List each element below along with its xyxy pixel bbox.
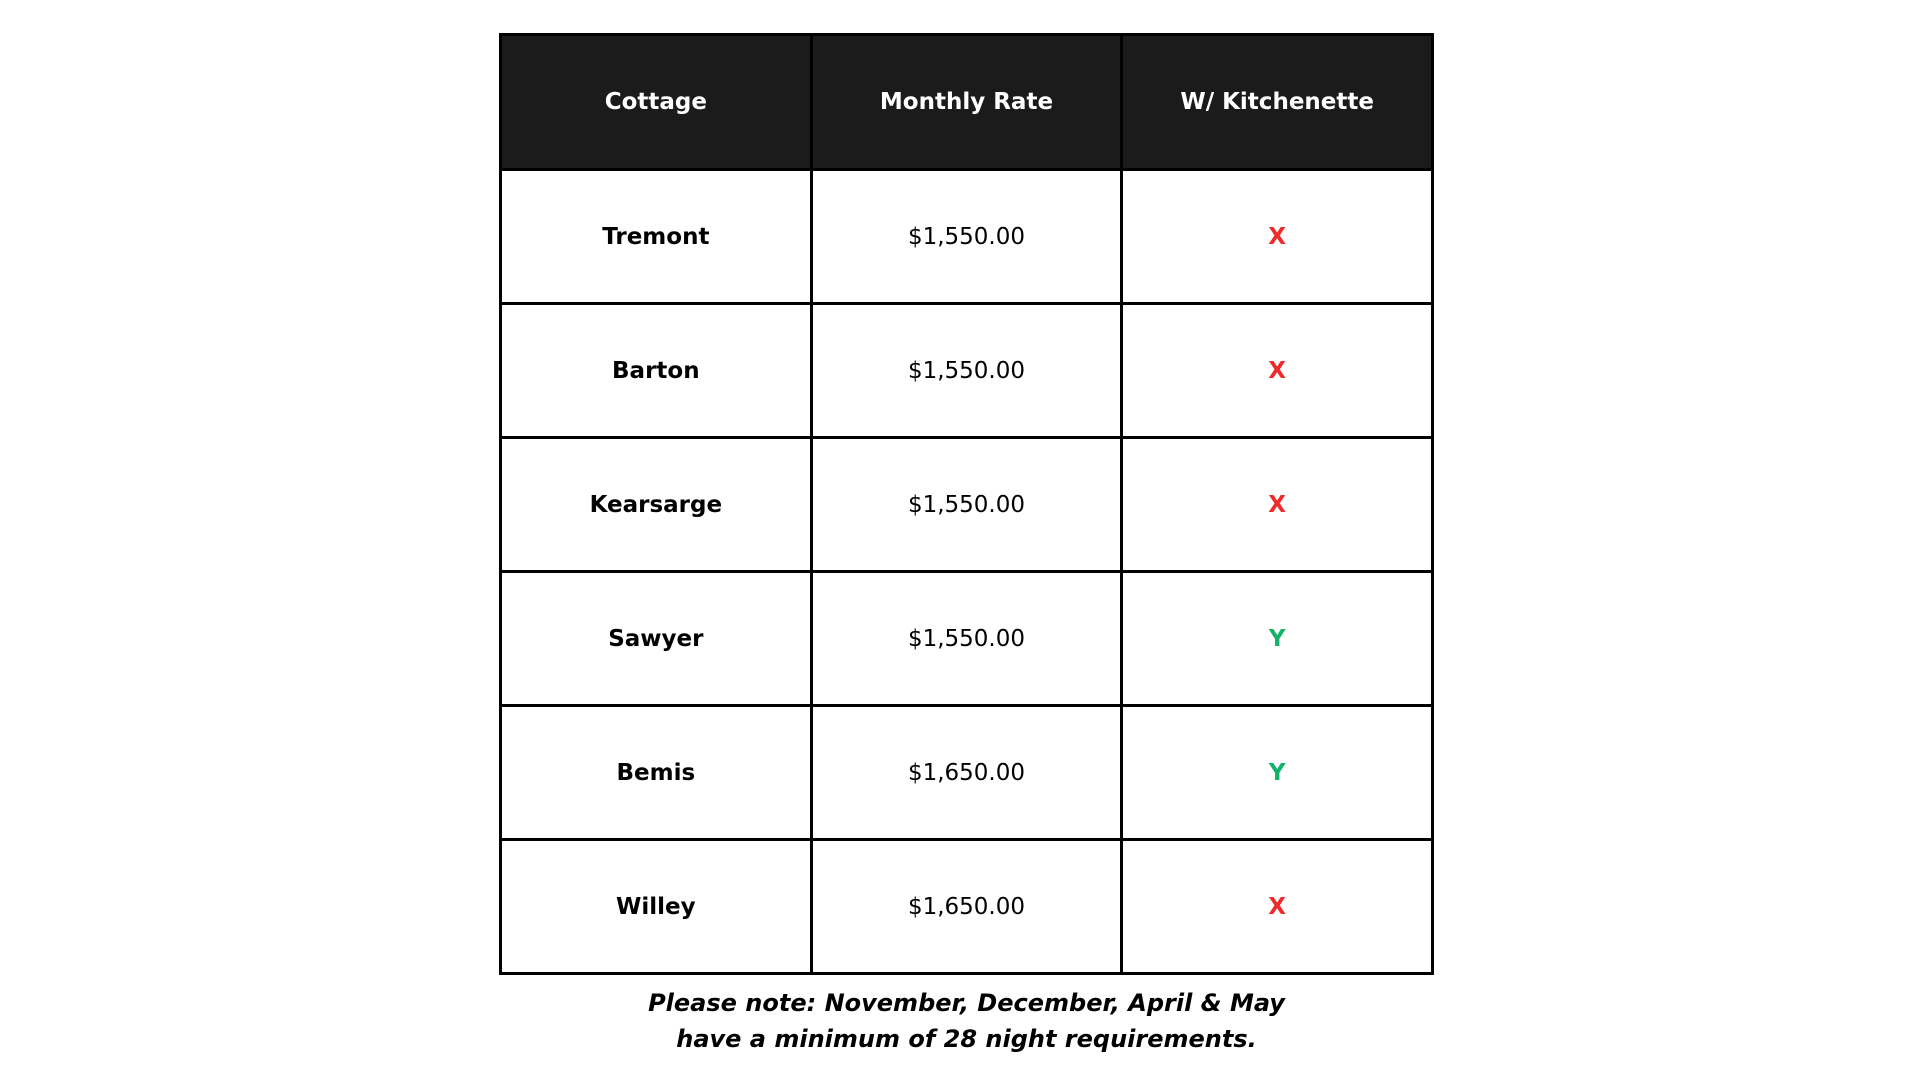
monthly-rate: $1,650.00 bbox=[811, 706, 1122, 840]
table-row bbox=[501, 840, 1433, 974]
monthly-rate: $1,550.00 bbox=[811, 304, 1122, 438]
kitchenette-mark: X bbox=[1122, 170, 1433, 304]
monthly-rate: $1,550.00 bbox=[811, 170, 1122, 304]
monthly-rate: $1,550.00 bbox=[811, 572, 1122, 706]
kitchenette-mark: X bbox=[1122, 840, 1433, 974]
cottage-name: Bemis bbox=[501, 706, 812, 840]
table-row bbox=[501, 438, 1433, 572]
table-row bbox=[501, 572, 1433, 706]
cottage-name: Tremont bbox=[501, 170, 812, 304]
header-monthly-rate: Monthly Rate bbox=[811, 35, 1122, 170]
monthly-rate: $1,550.00 bbox=[811, 438, 1122, 572]
rates-table bbox=[499, 33, 1434, 975]
table-header-row bbox=[501, 35, 1433, 170]
cottage-name: Barton bbox=[501, 304, 812, 438]
table-row bbox=[501, 706, 1433, 840]
monthly-rate: $1,650.00 bbox=[811, 840, 1122, 974]
kitchenette-mark: Y bbox=[1122, 572, 1433, 706]
kitchenette-mark: X bbox=[1122, 304, 1433, 438]
header-cottage: Cottage bbox=[501, 35, 812, 170]
kitchenette-mark: Y bbox=[1122, 706, 1433, 840]
cottage-name: Kearsarge bbox=[501, 438, 812, 572]
table-row bbox=[501, 304, 1433, 438]
note-line-2: have a minimum of 28 night requirements. bbox=[676, 1025, 1257, 1053]
table-row bbox=[501, 170, 1433, 304]
note-line-1: Please note: November, December, April & May bbox=[648, 989, 1285, 1017]
kitchenette-mark: X bbox=[1122, 438, 1433, 572]
cottage-name: Sawyer bbox=[501, 572, 812, 706]
header-kitchenette: W/ Kitchenette bbox=[1122, 35, 1433, 170]
cottage-name: Willey bbox=[501, 840, 812, 974]
rates-table-container bbox=[499, 33, 1434, 975]
minimum-stay-note bbox=[499, 985, 1434, 1057]
